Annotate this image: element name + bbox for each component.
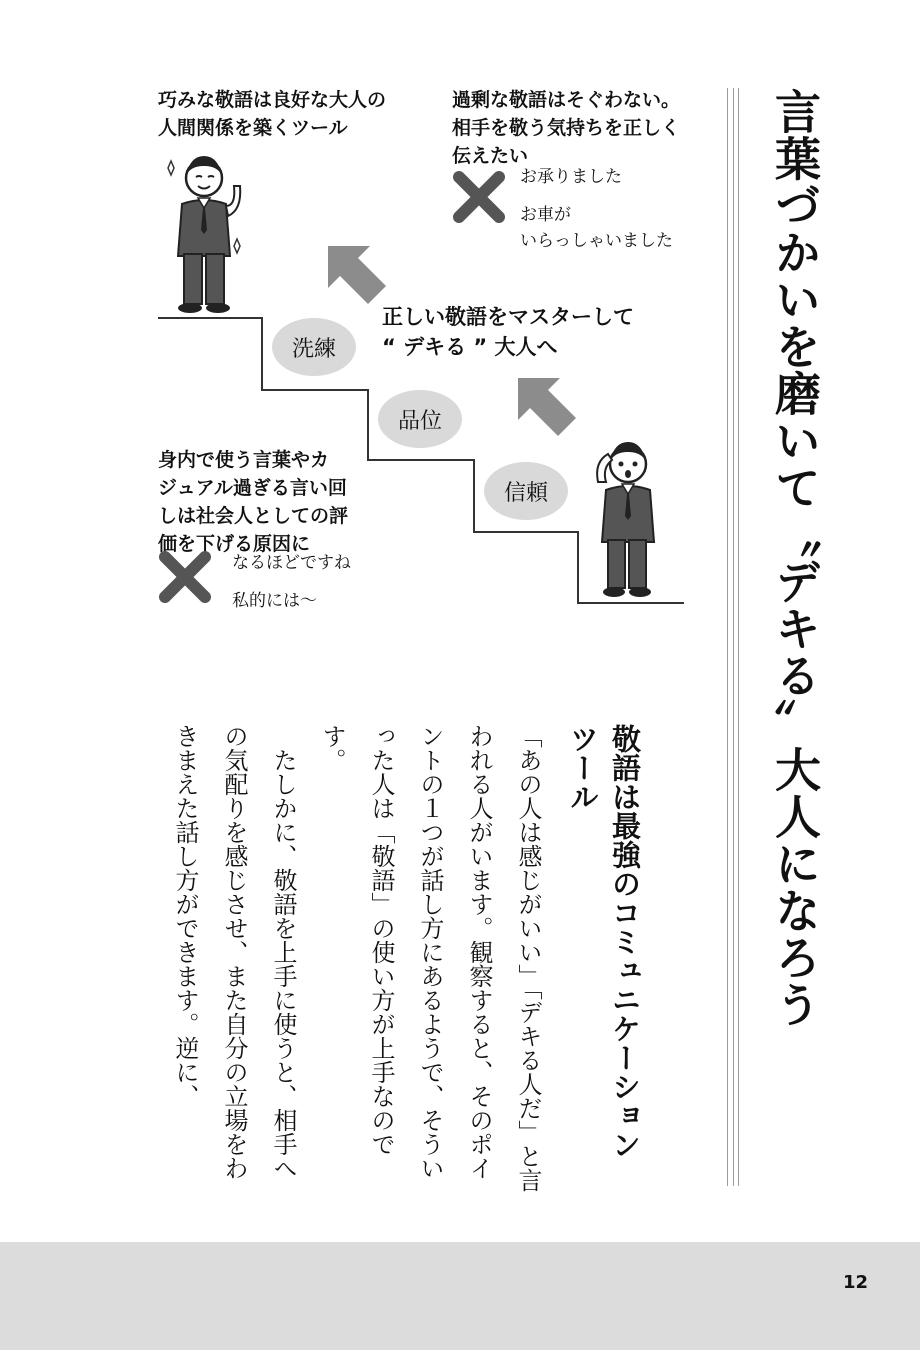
example-casual: なるほどですね 私的には～: [232, 553, 351, 611]
caption-good-keigo: 巧みな敬語は良好な大人の 人間関係を築くツール: [158, 89, 387, 139]
caption-casual-speech: 身内で使う言葉やカ ジュアル過ぎる言い回 しは社会人としての評 価を下げる原因に: [158, 449, 349, 555]
arrow-up-left-icon: [516, 376, 578, 438]
step-trust: 信頼: [484, 462, 568, 520]
page-title: 言葉づかいを磨いて〝デキる〟大人になろう: [768, 88, 822, 1028]
body-text: 「あの人は感じがいい」「デキる人だ」と言われる人がいます。観察すると、そのポイントの１つが話し方にあるようで、そういった人は「敬語」の使い方が上手なのです。 たしかに、敬語を上手に使うと、相手への気配りを感じさせ、また自分の立場をわきまえた話し方ができます。逆に、: [171, 724, 542, 1192]
surprised-businessman-icon: [590, 438, 664, 600]
page-number: 12: [842, 1272, 868, 1293]
caption-master-keigo: 正しい敬語をマスターして “ デキる ” 大人へ: [382, 305, 634, 359]
cross-icon: [158, 550, 212, 604]
title-rule-right: [738, 88, 739, 1186]
arrow-up-left-icon: [326, 244, 388, 306]
title-rule-left: [727, 88, 728, 1186]
title-rule-inner: [733, 88, 734, 1186]
caption-excessive-keigo: 過剰な敬語はそぐわない。 相手を敬う気持ちを正しく 伝えたい: [452, 89, 681, 167]
step-refinement: 洗練: [272, 318, 356, 376]
page-footer: [0, 1242, 920, 1350]
confident-businessman-icon: [158, 150, 250, 316]
section-heading: 敬語は最強のコミュニケーションツール: [566, 724, 642, 1159]
step-dignity: 品位: [378, 390, 462, 448]
example-excessive: お承りました お車が いらっしゃいました: [520, 167, 673, 251]
cross-icon: [452, 170, 506, 224]
